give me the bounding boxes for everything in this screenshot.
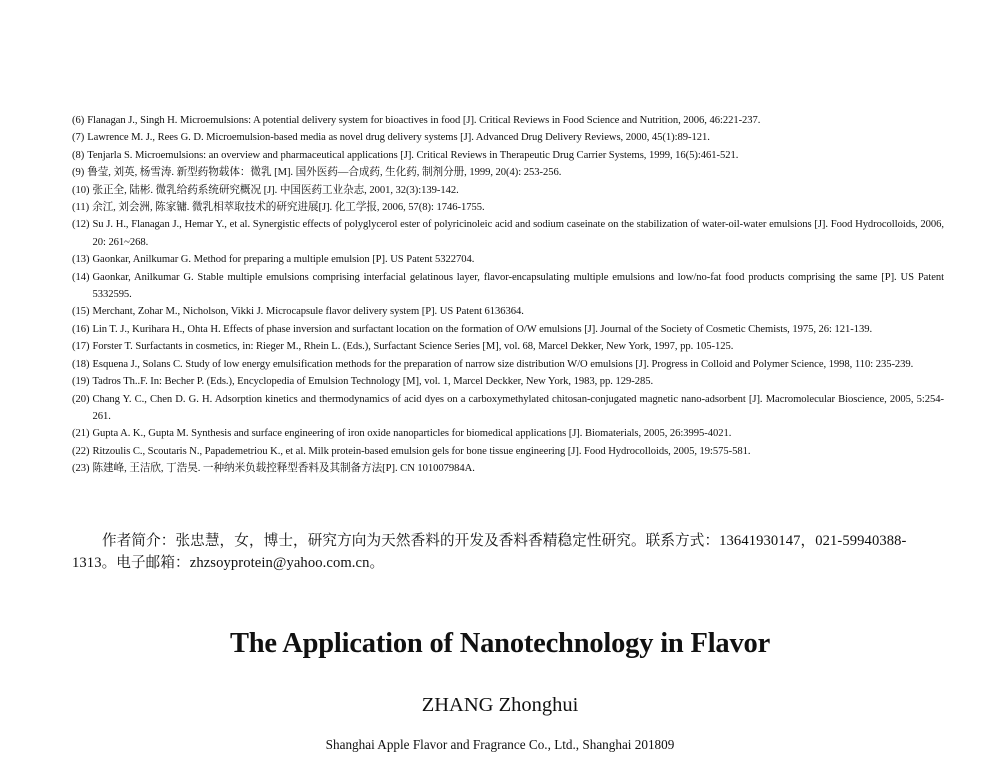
reference-item xyxy=(72,373,944,390)
reference-text: Lawrence M. J., Rees G. D. Microemulsion-based media as novel drug delivery systems [J]. Advanced Drug Delivery Reviews, 2000, 45(1):89-121. xyxy=(87,132,710,144)
reference-text: 陈建峰, 王洁欣, 丁浩昊. 一种纳米负载控释型香料及其制备方法[P]. CN 101007984A. xyxy=(92,463,475,475)
reference-number: (12) xyxy=(72,219,90,231)
reference-number: (7) xyxy=(72,132,85,144)
english-affiliation: Shanghai Apple Flavor and Fragrance Co., Ltd., Shanghai 201809 xyxy=(325,737,675,752)
reference-number: (16) xyxy=(72,323,90,335)
reference-text: Chang Y. C., Chen D. G. H. Adsorption kinetics and thermodynamics of acid dyes on a carboxymethylated chitosan-conjugated magnetic nano-adsorbent [J]. Macromolecular Bioscience, 2005, 5:254-261. xyxy=(92,393,944,422)
reference-number: (21) xyxy=(72,428,90,440)
reference-item xyxy=(72,269,944,304)
reference-number: (17) xyxy=(72,341,90,353)
reference-item xyxy=(72,391,944,426)
author-bio-text: 作者简介：张忠慧，女，博士，研究方向为天然香料的开发及香料香精稳定性研究。联系方式：13641930147，021-59940388-1313。电子邮箱：zhzsoyprotein@yahoo.com.cn。 xyxy=(72,533,907,571)
reference-text: Forster T. Surfactants in cosmetics, in: Rieger M., Rhein L. (Eds.), Surfactant Science Series [M], vol. 68, Marcel Dekker, New York, 1997, pp. 105-125. xyxy=(92,341,734,353)
reference-number: (10) xyxy=(72,184,90,196)
reference-text: Gaonkar, Anilkumar G. Stable multiple emulsions comprising interfacial gelatinous layer, flavor-encapsulating multiple emulsions and low/no-fat food products comprising the same [P]. US Patent 5332595. xyxy=(92,271,944,301)
english-author: ZHANG Zhonghui xyxy=(421,694,579,716)
reference-text: 余江, 刘会洲, 陈家镛. 微乳相萃取技术的研究进展[J]. 化工学报, 2006, 57(8): 1746-1755. xyxy=(92,202,485,214)
reference-item xyxy=(72,321,944,338)
reference-number: (22) xyxy=(72,445,90,457)
reference-text: Merchant, Zohar M., Nicholson, Vikki J. Microcapsule flavor delivery system [P]. US Patent 6136364. xyxy=(92,306,524,318)
reference-item xyxy=(72,164,944,181)
reference-item xyxy=(72,251,944,268)
reference-number: (15) xyxy=(72,306,90,318)
reference-text: 张正全, 陆彬. 微乳给药系统研究概况 [J]. 中国医药工业杂志, 2001, 32(3):139-142. xyxy=(92,184,459,196)
reference-list xyxy=(72,112,944,478)
reference-text: Tadros Th..F. In: Becher P. (Eds.), Encyclopedia of Emulsion Technology [M], vol. 1, Marcel Deckker, New York, 1983, pp. 129-285. xyxy=(92,376,654,388)
reference-text: Esquena J., Solans C. Study of low energy emulsification methods for the preparation of narrow size distribution W/O emulsions [J]. Progress in Colloid and Polymer Science, 1998, 110: 235-239. xyxy=(92,358,914,370)
reference-text: Tenjarla S. Microemulsions: an overview and pharmaceutical applications [J]. Critical Reviews in Therapeutic Drug Carrier Systems, 1999, 16(5):461-521. xyxy=(87,149,739,161)
reference-number: (6) xyxy=(72,115,85,126)
reference-item xyxy=(72,147,944,164)
reference-text: Ritzoulis C., Scoutaris N., Papademetriou K., et al. Milk protein-based emulsion gels for bone tissue engineering [J]. Food Hydrocolloids, 2005, 19:575-581. xyxy=(92,445,751,457)
reference-item xyxy=(72,443,944,460)
reference-text: 鲁莹, 刘英, 杨雪涛. 新型药物载体：微乳 [M]. 国外医药—合成药, 生化药, 制剂分册, 1999, 20(4): 253-256. xyxy=(87,167,562,179)
reference-item xyxy=(72,216,944,251)
reference-number: (19) xyxy=(72,376,90,388)
reference-text: Su J. H., Flanagan J., Hemar Y., et al. Synergistic effects of polyglycerol ester of polyricinoleic acid and sodium caseinate on the stabilization of water-oil-water emulsions [J]. Food Hydrocolloids, 2006, 20: 261~268. xyxy=(92,219,944,248)
reference-number: (18) xyxy=(72,358,90,370)
reference-item xyxy=(72,338,944,355)
english-title: The Application of Nanotechnology in Flavor xyxy=(229,628,771,659)
reference-number: (13) xyxy=(72,254,90,266)
reference-item xyxy=(72,460,944,477)
reference-item xyxy=(72,425,944,442)
reference-item xyxy=(72,129,944,146)
reference-number: (11) xyxy=(72,202,90,214)
reference-text: Gaonkar, Anilkumar G. Method for preparing a multiple emulsion [P]. US Patent 5322704. xyxy=(92,254,475,266)
reference-number: (8) xyxy=(72,149,85,161)
reference-number: (23) xyxy=(72,463,90,475)
author-bio xyxy=(72,531,944,574)
reference-item xyxy=(72,112,944,129)
reference-item xyxy=(72,199,944,216)
reference-text: Lin T. J., Kurihara H., Ohta H. Effects of phase inversion and surfactant location on the formation of O/W emulsions [J]. Journal of the Society of Cosmetic Chemists, 1975, 26: 121-139. xyxy=(92,323,873,335)
reference-item xyxy=(72,356,944,373)
reference-number: (20) xyxy=(72,393,90,405)
reference-number: (14) xyxy=(72,271,90,283)
reference-text: Gupta A. K., Gupta M. Synthesis and surface engineering of iron oxide nanoparticles for biomedical applications [J]. Biomaterials, 2005, 26:3995-4021. xyxy=(92,428,732,440)
reference-item xyxy=(72,303,944,320)
reference-text: Flanagan J., Singh H. Microemulsions: A potential delivery system for bioactives in food [J]. Critical Reviews in Food Science and Nutrition, 2006, 46:221-237. xyxy=(87,115,761,126)
reference-item xyxy=(72,182,944,199)
reference-number: (9) xyxy=(72,167,85,179)
